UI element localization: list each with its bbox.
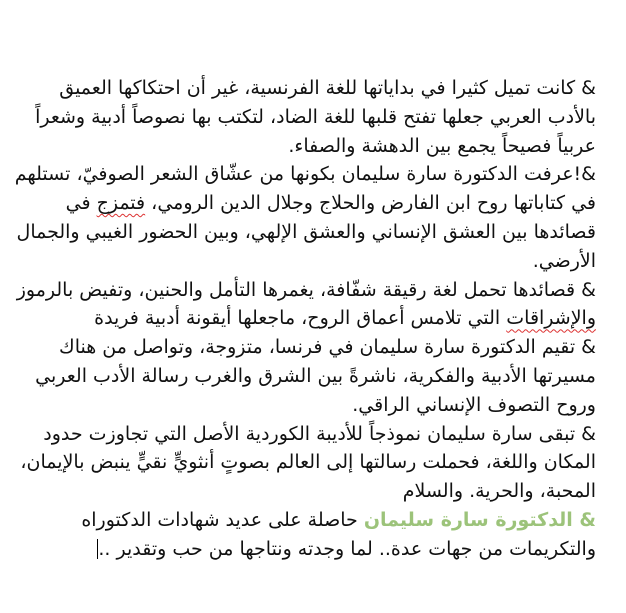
paragraph-2: [6, 160, 596, 275]
paragraph-4: [6, 333, 596, 419]
paragraph-5: [6, 420, 596, 506]
paragraph-6-text: حاصلة على عديد شهادات الدكتوراه والتكريمات من جهات عدة.. لما وجدته ونتاجها من حب وتقدير ..: [81, 508, 596, 560]
paragraph-3-text-start: & قصائدها تحمل لغة رقيقة شفّافة، يغمرها التأمل والحنين، وتفيض بالرموز: [16, 278, 596, 301]
paragraph-2-text-end: في قصائدها بين العشق الإنساني والعشق الإلهي، وبين الحضور الغيبي والجمال الأرضي.: [16, 192, 596, 272]
spellcheck-flagged-word[interactable]: فتمزج: [96, 192, 146, 215]
paragraph-4-text: & تقيم الدكتورة سارة سليمان في فرنسا، متزوجة، وتواصل من هناك مسيرتها الأدبية والفكرية، ناشرةً بين الشرق والغرب رسالة الأدب العربي وروح التصوف الإنساني الراقي.: [35, 336, 596, 416]
spellcheck-flagged-word[interactable]: والإشراقات: [506, 307, 596, 330]
paragraph-2-text-start: &!عرفت الدكتورة سارة سليمان بكونها من عشّاق الشعر الصوفيّ، تستلهم في كتاباتها روح ابن الفارض والحلاج وجلال الدين الرومي،: [14, 163, 596, 215]
paragraph-6: [6, 506, 596, 564]
paragraph-1: [6, 74, 596, 160]
paragraph-3: [6, 276, 596, 334]
paragraph-3-text-end: التي تلامس أعماق الروح، ماجعلها أيقونة أدبية فريدة: [94, 307, 507, 330]
document-body[interactable]: [6, 74, 596, 564]
highlighted-name: & الدكتورة سارة سليمان: [363, 508, 596, 531]
paragraph-5-text: & تبقى سارة سليمان نموذجاً للأديبة الكوردية الأصل التي تجاوزت حدود المكان واللغة، فحملت رسالتها إلى العالم بصوتٍ أنثويٍّ نقيٍّ ينبض بالإيمان، المحبة، والحرية. والسلام: [20, 422, 596, 503]
paragraph-1-text: & كانت تميل كثيرا في بداياتها للغة الفرنسية، غير أن احتكاكها العميق بالأدب العربي جعلها تفتح قلبها للغة الضاد، لتكتب بها نصوصاً أدبية وشعراً عربياً فصيحاً يجمع بين الدهشة والصفاء.: [35, 77, 596, 157]
